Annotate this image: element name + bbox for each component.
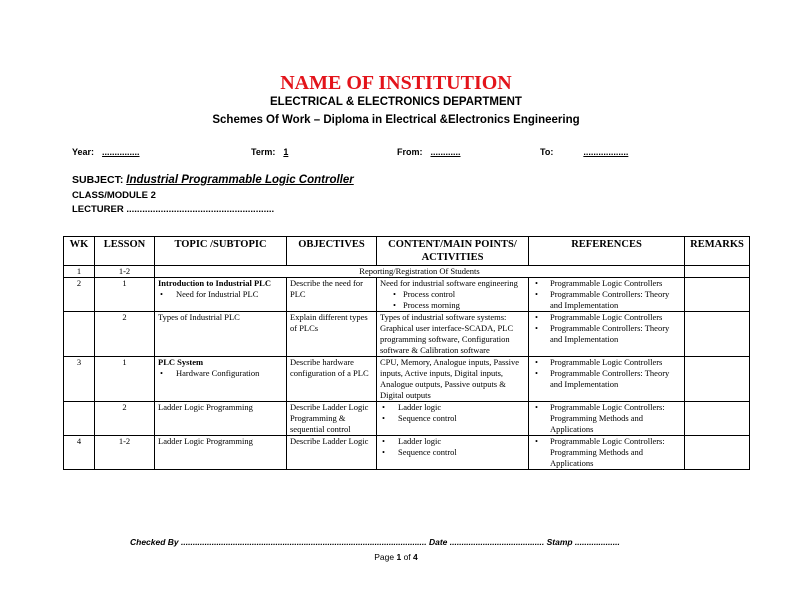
list-item: • Programmable Logic Controllers: Programming Methods and Applications bbox=[532, 402, 681, 435]
cell-topic: Ladder Logic Programming bbox=[155, 402, 287, 436]
page-total: 4 bbox=[413, 552, 418, 562]
table-row bbox=[64, 278, 750, 312]
references-list bbox=[532, 436, 681, 469]
cell-objectives: Explain different types of PLCs bbox=[287, 312, 377, 357]
list-item: • Hardware Configuration bbox=[158, 368, 283, 379]
cell-topic: Ladder Logic Programming bbox=[155, 436, 287, 470]
to-label: To: bbox=[540, 147, 554, 157]
subject-label: SUBJECT: bbox=[72, 174, 124, 186]
header-references: REFERENCES bbox=[529, 237, 685, 266]
cell-wk: 4 bbox=[64, 436, 95, 470]
cell-content: CPU, Memory, Analogue inputs, Passive inputs, Active inputs, Digital inputs, Analogue outputs, Passive outputs & Digital outputs bbox=[377, 357, 529, 402]
cell-lesson: 1 bbox=[95, 357, 155, 402]
term-value: 1 bbox=[283, 147, 289, 157]
cell-lesson: 2 bbox=[95, 312, 155, 357]
cell-objectives: Describe Ladder Logic Programming & sequential control bbox=[287, 402, 377, 436]
cell-topic bbox=[155, 278, 287, 312]
table-row bbox=[64, 312, 750, 357]
header-topic: TOPIC /SUBTOPIC bbox=[155, 237, 287, 266]
year-label: Year: bbox=[72, 147, 95, 157]
cell-remarks bbox=[685, 266, 750, 278]
list-item: • Process control bbox=[390, 289, 525, 300]
list-item: • Programmable Logic Controllers: Programming Methods and Applications bbox=[532, 436, 681, 469]
cell-lesson: 2 bbox=[95, 402, 155, 436]
cell-references bbox=[529, 312, 685, 357]
scheme-of-work-table bbox=[63, 236, 750, 470]
cell-content: Types of industrial software systems: Graphical user interface-SCADA, PLC programming software, Configuration software & Calibration software bbox=[377, 312, 529, 357]
header-remarks: REMARKS bbox=[685, 237, 750, 266]
cell-remarks bbox=[685, 357, 750, 402]
page-number bbox=[0, 552, 792, 562]
cell-references bbox=[529, 402, 685, 436]
cell-lesson: 1-2 bbox=[95, 436, 155, 470]
cell-wk: 2 bbox=[64, 278, 95, 312]
references-list bbox=[532, 402, 681, 435]
cell-objectives: Describe Ladder Logic bbox=[287, 436, 377, 470]
cell-wk: 3 bbox=[64, 357, 95, 402]
list-item: • Programmable Controllers: Theory and Implementation bbox=[532, 289, 681, 311]
from-value: ............ bbox=[430, 147, 461, 157]
cell-references bbox=[529, 436, 685, 470]
references-list bbox=[532, 357, 681, 390]
list-item: • Ladder logic bbox=[380, 436, 525, 447]
cell-objectives: Describe the need for PLC bbox=[287, 278, 377, 312]
to-field bbox=[540, 147, 628, 157]
references-list bbox=[532, 312, 681, 345]
page-of: of bbox=[403, 552, 411, 562]
cell-wk: 1 bbox=[64, 266, 95, 278]
cell-content bbox=[377, 436, 529, 470]
year-field bbox=[72, 147, 140, 157]
to-value: .................. bbox=[583, 147, 629, 157]
from-field bbox=[397, 147, 461, 157]
header-lesson: LESSON bbox=[95, 237, 155, 266]
cell-lesson: 1-2 bbox=[95, 266, 155, 278]
list-item: • Sequence control bbox=[380, 447, 525, 458]
cell-topic bbox=[155, 357, 287, 402]
subject-line bbox=[72, 174, 354, 186]
cell-references bbox=[529, 357, 685, 402]
cell-objectives: Describe hardware configuration of a PLC bbox=[287, 357, 377, 402]
list-item: • Need for Industrial PLC bbox=[158, 289, 283, 300]
cell-remarks bbox=[685, 278, 750, 312]
list-item: • Programmable Logic Controllers bbox=[532, 278, 681, 289]
header-objectives: OBJECTIVES bbox=[287, 237, 377, 266]
term-field bbox=[251, 147, 288, 157]
table-row bbox=[64, 436, 750, 470]
table-row bbox=[64, 357, 750, 402]
references-list bbox=[532, 278, 681, 311]
subject-value: Industrial Programmable Logic Controller bbox=[126, 174, 354, 186]
cell-reporting: Reporting/Registration Of Students bbox=[155, 266, 685, 278]
cell-remarks bbox=[685, 312, 750, 357]
from-label: From: bbox=[397, 147, 423, 157]
department-title: ELECTRICAL & ELECTRONICS DEPARTMENT bbox=[270, 96, 522, 108]
content-list bbox=[380, 289, 525, 311]
list-item: • Programmable Controllers: Theory and Implementation bbox=[532, 368, 681, 390]
content-list bbox=[380, 402, 525, 424]
header-content: CONTENT/MAIN POINTS/ ACTIVITIES bbox=[377, 237, 529, 266]
topic-title: PLC System bbox=[158, 357, 204, 367]
cell-content bbox=[377, 402, 529, 436]
table-row bbox=[64, 266, 750, 278]
year-value: ............... bbox=[102, 147, 140, 157]
list-item: • Process morning bbox=[390, 300, 525, 311]
page-current: 1 bbox=[396, 552, 402, 562]
list-item: • Programmable Logic Controllers bbox=[532, 312, 681, 323]
header-wk: WK bbox=[64, 237, 95, 266]
institution-name: NAME OF INSTITUTION bbox=[280, 72, 512, 94]
content-text: Need for industrial software engineering bbox=[380, 278, 518, 288]
table-header-row bbox=[64, 237, 750, 266]
topic-list bbox=[158, 368, 283, 379]
content-list bbox=[380, 436, 525, 458]
page-prefix: Page bbox=[374, 552, 395, 562]
checked-by-line: Checked By ........................................................................................................ Date ........................................ Stamp ................... bbox=[130, 537, 620, 547]
list-item: • Sequence control bbox=[380, 413, 525, 424]
term-label: Term: bbox=[251, 147, 276, 157]
cell-remarks bbox=[685, 436, 750, 470]
table-row bbox=[64, 402, 750, 436]
cell-references bbox=[529, 278, 685, 312]
cell-content bbox=[377, 278, 529, 312]
cell-wk bbox=[64, 312, 95, 357]
list-item: • Ladder logic bbox=[380, 402, 525, 413]
scheme-title: Schemes Of Work – Diploma in Electrical &Electronics Engineering bbox=[212, 114, 580, 126]
cell-remarks bbox=[685, 402, 750, 436]
list-item: • Programmable Logic Controllers bbox=[532, 357, 681, 368]
lecturer-line: LECTURER ........................................................ bbox=[72, 204, 275, 215]
cell-wk bbox=[64, 402, 95, 436]
class-module: CLASS/MODULE 2 bbox=[72, 190, 156, 201]
topic-list bbox=[158, 289, 283, 300]
cell-topic: Types of Industrial PLC bbox=[155, 312, 287, 357]
list-item: • Programmable Controllers: Theory and Implementation bbox=[532, 323, 681, 345]
topic-title: Introduction to Industrial PLC bbox=[158, 278, 271, 288]
cell-lesson: 1 bbox=[95, 278, 155, 312]
